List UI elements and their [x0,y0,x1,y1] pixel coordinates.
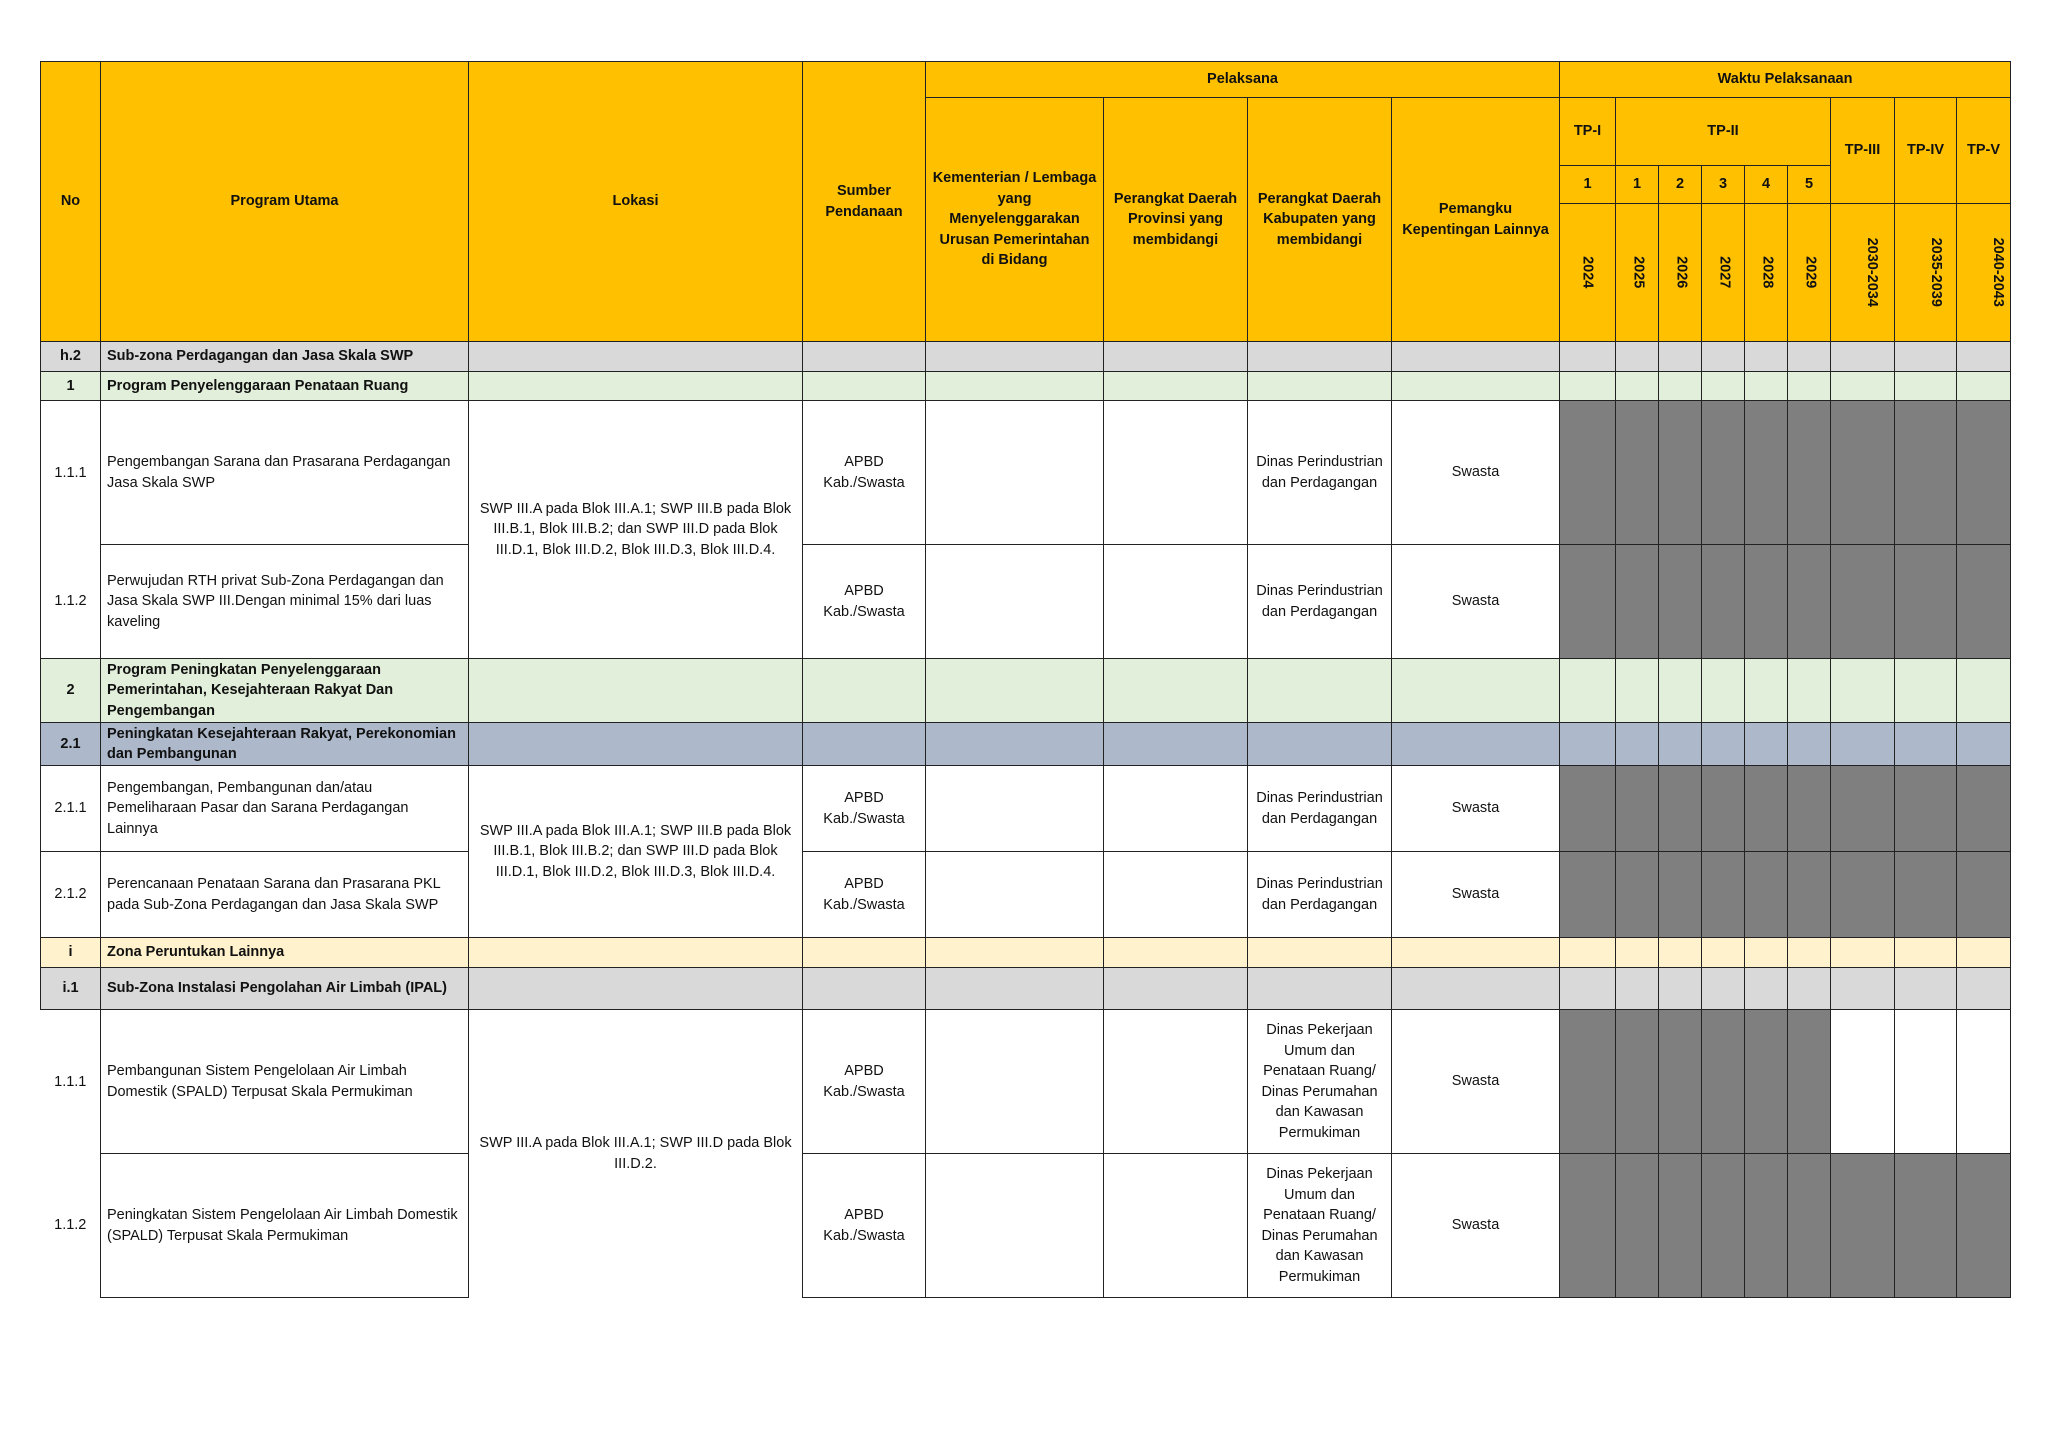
header-sub-2: 2 [1659,166,1702,204]
header-waktu: Waktu Pelaksanaan [1560,62,2011,98]
row-pemangku: Swasta [1392,1010,1560,1154]
year-2027: 2027 [1702,204,1745,342]
table-row [41,1154,2011,1298]
row-program: Pembangunan Sistem Pengelolaan Air Limbah Domestik (SPALD) Terpusat Skala Permukiman [101,1010,469,1154]
row-kabupaten: Dinas Pekerjaan Umum dan Penataan Ruang/ Dinas Perumahan dan Kawasan Permukiman [1248,1154,1392,1298]
row-pemangku: Swasta [1392,1154,1560,1298]
row-pemangku: Swasta [1392,852,1560,938]
year-2026: 2026 [1659,204,1702,342]
row-sumber: APBD Kab./Swasta [803,1154,926,1298]
row-title: Zona Peruntukan Lainnya [101,938,469,968]
row-no: 1.1.1 [41,401,101,545]
header-kementerian: Kementerian / Lembaga yang Menyelenggarakan Urusan Pemerintahan di Bidang [926,98,1104,342]
row-lokasi: SWP III.A pada Blok III.A.1; SWP III.B pada Blok III.B.1, Blok III.B.2; dan SWP III.D pada Blok III.D.1, Blok III.D.2, Blok III.D.3, Blok III.D.4. [469,401,803,659]
row-kabupaten: Dinas Perindustrian dan Perdagangan [1248,852,1392,938]
row-sumber: APBD Kab./Swasta [803,1010,926,1154]
table-row [41,852,2011,938]
table-row [41,545,2011,659]
row-pemangku: Swasta [1392,766,1560,852]
header-tp4: TP-IV [1895,98,1957,204]
header-tp1: TP-I [1560,98,1616,166]
header-sumber: Sumber Pendanaan [803,62,926,342]
header-lokasi: Lokasi [469,62,803,342]
row-program: Peningkatan Sistem Pengelolaan Air Limbah Domestik (SPALD) Terpusat Skala Permukiman [101,1154,469,1298]
row-no: 2.1.1 [41,766,101,852]
row-lokasi: SWP III.A pada Blok III.A.1; SWP III.B pada Blok III.B.1, Blok III.B.2; dan SWP III.D pada Blok III.D.1, Blok III.D.2, Blok III.D.3, Blok III.D.4. [469,766,803,938]
header-sub-3: 3 [1702,166,1745,204]
header-kabupaten: Perangkat Daerah Kabupaten yang membidangi [1248,98,1392,342]
row-sumber: APBD Kab./Swasta [803,766,926,852]
header-sub-1: 1 [1560,166,1616,204]
header-sub-5: 5 [1788,166,1831,204]
row-title: Program Peningkatan Penyelenggaraan Pemerintahan, Kesejahteraan Rakyat Dan Pengembangan [101,659,469,723]
header-pemangku: Pemangku Kepentingan Lainnya [1392,98,1560,342]
row-no: 1.1.2 [41,545,101,659]
header-tp3: TP-III [1831,98,1895,204]
row-lokasi: SWP III.A pada Blok III.A.1; SWP III.D pada Blok III.D.2. [469,1010,803,1298]
row-no: h.2 [41,342,101,372]
row-sumber: APBD Kab./Swasta [803,401,926,545]
year-2029: 2029 [1788,204,1831,342]
header-tp5: TP-V [1957,98,2011,204]
row-title: Program Penyelenggaraan Penataan Ruang [101,372,469,401]
row-no: 2.1 [41,723,101,766]
header-tp2: TP-II [1616,98,1831,166]
table-row [41,401,2011,545]
row-no: 1.1.1 [41,1010,101,1154]
row-title: Peningkatan Kesejahteraan Rakyat, Perekonomian dan Pembangunan [101,723,469,766]
section-row-i [41,938,2011,968]
section-row-h2 [41,342,2011,372]
row-kabupaten: Dinas Perindustrian dan Perdagangan [1248,766,1392,852]
year-2028: 2028 [1745,204,1788,342]
year-2040-2043: 2040-2043 [1957,204,2011,342]
row-program: Perwujudan RTH privat Sub-Zona Perdagangan dan Jasa Skala SWP III.Dengan minimal 15% dari luas kaveling [101,545,469,659]
row-title: Sub-zona Perdagangan dan Jasa Skala SWP [101,342,469,372]
header-pelaksana: Pelaksana [926,62,1560,98]
row-no: 2 [41,659,101,723]
section-row-2-1 [41,723,2011,766]
table-row [41,766,2011,852]
header-sub-4: 4 [1745,166,1788,204]
year-2024: 2024 [1560,204,1616,342]
header-sub-1b: 1 [1616,166,1659,204]
row-kabupaten: Dinas Perindustrian dan Perdagangan [1248,545,1392,659]
row-pemangku: Swasta [1392,401,1560,545]
row-program: Pengembangan, Pembangunan dan/atau Pemeliharaan Pasar dan Sarana Perdagangan Lainnya [101,766,469,852]
row-sumber: APBD Kab./Swasta [803,545,926,659]
row-pemangku: Swasta [1392,545,1560,659]
row-kabupaten: Dinas Perindustrian dan Perdagangan [1248,401,1392,545]
section-row-i1 [41,968,2011,1010]
header-program: Program Utama [101,62,469,342]
row-program: Pengembangan Sarana dan Prasarana Perdagangan Jasa Skala SWP [101,401,469,545]
row-program: Perencanaan Penataan Sarana dan Prasarana PKL pada Sub-Zona Perdagangan dan Jasa Skala SWP [101,852,469,938]
table-row [41,1010,2011,1154]
section-row-2 [41,659,2011,723]
row-kabupaten: Dinas Pekerjaan Umum dan Penataan Ruang/ Dinas Perumahan dan Kawasan Permukiman [1248,1010,1392,1154]
year-2025: 2025 [1616,204,1659,342]
row-title: Sub-Zona Instalasi Pengolahan Air Limbah (IPAL) [101,968,469,1010]
row-sumber: APBD Kab./Swasta [803,852,926,938]
row-no: i [41,938,101,968]
year-2035-2039: 2035-2039 [1895,204,1957,342]
program-table [40,61,2011,1298]
header-no: No [41,62,101,342]
row-no: i.1 [41,968,101,1010]
section-row-1 [41,372,2011,401]
row-no: 1.1.2 [41,1154,101,1298]
row-no: 2.1.2 [41,852,101,938]
row-no: 1 [41,372,101,401]
year-2030-2034: 2030-2034 [1831,204,1895,342]
header-provinsi: Perangkat Daerah Provinsi yang membidangi [1104,98,1248,342]
